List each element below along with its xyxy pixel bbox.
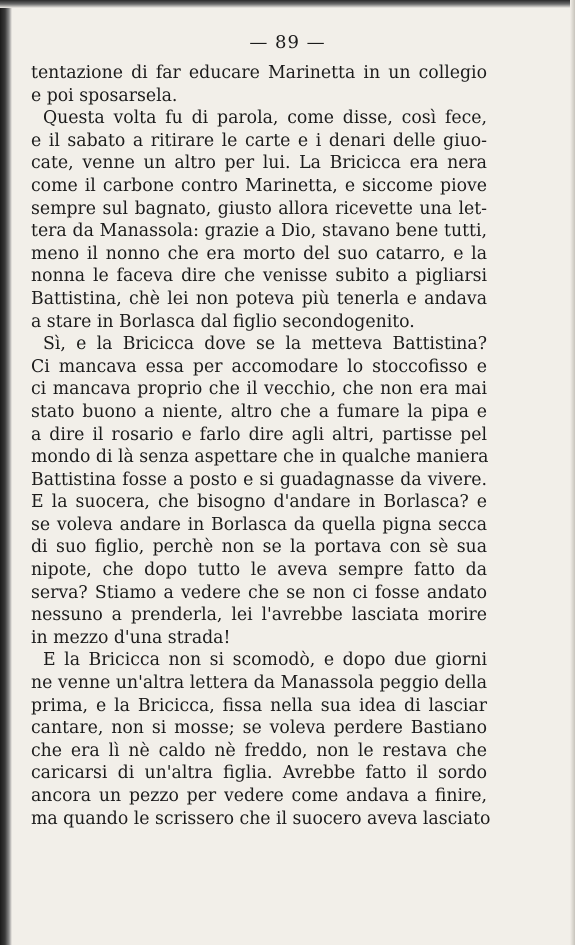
text-line: nipote, che dopo tutto le aveva sempre fatto da xyxy=(31,560,487,581)
page-number: — 89 — xyxy=(249,32,326,53)
text-line: tera da Manassola: grazie a Dio, stavano bene tutti, xyxy=(31,221,487,242)
page-right-edge xyxy=(570,0,575,945)
text-line: di suo figlio, perchè non se la portava con sè sua xyxy=(31,537,487,558)
text-line: Sì, e la Bricicca dove se la metteva Battistina? xyxy=(43,334,487,355)
text-line: tentazione di far educare Marinetta in un collegio xyxy=(31,63,487,83)
text-line: E la Bricicca non si scomodò, e dopo due giorni xyxy=(43,650,487,671)
text-line: prima, e la Bricicca, fissa nella sua idea di lasciar xyxy=(31,695,487,716)
paragraph xyxy=(31,62,487,107)
paragraph xyxy=(31,107,487,333)
text-line: a stare in Borlasca dal figlio secondogenito. xyxy=(31,311,415,332)
text-line: E la suocera, che bisogno d'andare in Borlasca? e xyxy=(31,492,487,513)
text-line: ma quando le scrissero che il suocero aveva lasciato xyxy=(31,808,491,829)
text-line: a dire il rosario e farlo dire agli altri, partisse pel xyxy=(31,424,487,445)
text-line: come il carbone contro Marinetta, e siccome piove xyxy=(31,175,487,196)
text-line: ne venne un'altra lettera da Manassola peggio della xyxy=(31,673,487,694)
text-line: e il sabato a ritirare le carte e i denari delle giuo- xyxy=(31,130,487,151)
text-line: stato buono a niente, altro che a fumare la pipa e xyxy=(31,401,487,422)
text-line: Ci mancava essa per accomodare lo stoccofisso e xyxy=(31,356,487,377)
text-line: cate, venne un altro per lui. La Bricicca era nera xyxy=(31,153,487,174)
text-line: mondo di là senza aspettare che in qualche maniera xyxy=(31,447,489,468)
text-line: sempre sul bagnato, giusto allora ricevette una let- xyxy=(31,198,487,219)
text-line: nonna le faceva dire che venisse subito a pigliarsi xyxy=(31,266,487,287)
text-line: in mezzo d'una strada! xyxy=(31,627,231,648)
text-line: serva? Stiamo a vedere che se non ci fosse andato xyxy=(31,582,487,603)
text-line: che era lì nè caldo nè freddo, non le restava che xyxy=(31,740,487,761)
paragraph xyxy=(31,649,491,830)
text-line: nessuno a prenderla, lei l'avrebbe lasciata morire xyxy=(31,605,487,626)
paragraph xyxy=(31,333,487,649)
text-line: caricarsi di un'altra figlia. Avrebbe fatto il sordo xyxy=(31,763,487,784)
text-line: meno il nonno che era morto del suo catarro, e la xyxy=(31,243,487,264)
text-line: ci mancava proprio che il vecchio, che non era mai xyxy=(31,379,487,400)
body-text xyxy=(31,62,491,830)
text-line: Battistina fosse a posto e si guadagnasse da vivere. xyxy=(31,469,487,490)
text-line: Battistina, chè lei non poteva più tenerla e andava xyxy=(31,288,487,309)
text-line: se voleva andare in Borlasca da quella pigna secca xyxy=(31,514,487,535)
text-line: cantare, non si mosse; se voleva perdere Bastiano xyxy=(31,718,487,739)
text-line: ancora un pezzo per vedere come andava a finire, xyxy=(31,786,487,806)
text-line: Questa volta fu di parola, come disse, così fece, xyxy=(43,108,487,129)
text-line: e poi sposarsela. xyxy=(31,85,178,106)
page-binding-shadow xyxy=(0,0,12,945)
page-top-shadow xyxy=(0,0,575,8)
